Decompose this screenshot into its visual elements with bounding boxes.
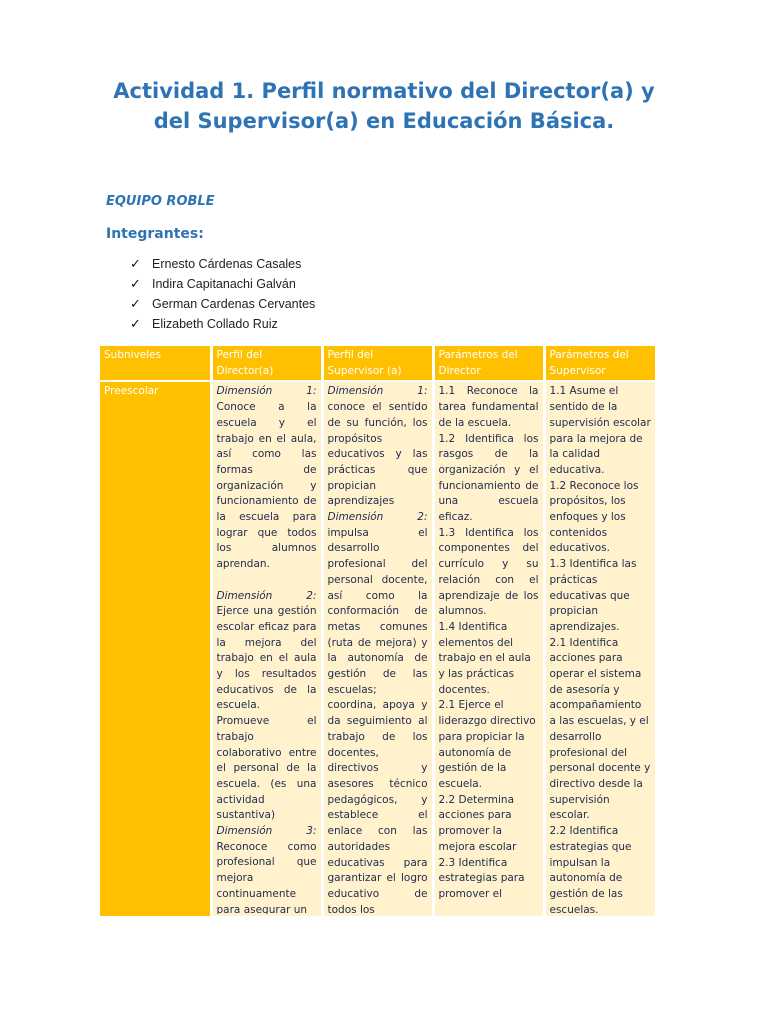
member-item — [130, 254, 315, 274]
checkmark-icon: ✓ — [130, 276, 141, 291]
dimension-label: Dimensión 2: — [216, 589, 317, 602]
member-name: Ernesto Cárdenas Casales — [152, 257, 302, 271]
parameter-item: 2.1 Ejerce el liderazgo directivo para propiciar la autonomía de gestión de la escuela. — [438, 699, 536, 790]
member-name: German Cardenas Cervantes — [152, 297, 316, 311]
parameter-item: 2.3 Identifica estrategias para promover el — [438, 856, 525, 900]
document-title: Actividad 1. Perfil normativo del Director(a) y del Supervisor(a) en Educación Básica. — [113, 79, 655, 133]
profiles-table — [100, 346, 655, 916]
checkmark-icon: ✓ — [130, 256, 141, 271]
dimension-label: Dimensión 1: — [216, 385, 317, 398]
parameter-item: 1.3 Identifica las prácticas educativas que propician aprendizajes. — [549, 558, 637, 633]
level-cell — [100, 381, 211, 916]
parameter-item: 1.2 Identifica los rasgos de la organización y el funcionamiento de una escuela eficaz. — [438, 432, 539, 524]
parameter-item: 2.2 Determina acciones para promover la mejora escolar — [438, 793, 517, 853]
director-profile-cell — [211, 381, 322, 916]
member-item — [130, 274, 315, 294]
parameter-item: 1.4 Identifica elementos del trabajo en el aula y las prácticas docentes. — [438, 620, 531, 696]
parameter-item: 2.1 Identifica acciones para operar el sistema de asesoría y acompañamiento a las escuelas, y el desarrollo profesional del personal docente y directivo desde la supervisión escolar. — [549, 636, 651, 822]
supervisor-params-cell — [544, 381, 655, 916]
checkmark-icon: ✓ — [130, 296, 141, 311]
parameter-item: 1.1 Reconoce la tarea fundamental de la escuela. — [438, 385, 539, 429]
member-item — [130, 294, 315, 314]
director-params-cell — [433, 381, 544, 916]
dimension-label: Dimensión 1: — [327, 385, 428, 398]
header-parametros-director: Parámetros del Director — [433, 346, 544, 381]
member-item — [130, 314, 315, 334]
level-label: Preescolar — [104, 385, 159, 398]
member-name: Indira Capitanachi Galván — [152, 277, 296, 291]
dimension-text: Reconoce como profesional que mejora continuamente para asegurar un — [216, 840, 317, 915]
member-name: Elizabeth Collado Ruiz — [152, 317, 278, 331]
header-perfil-director: Perfil del Director(a) — [211, 346, 322, 381]
dimension-text: conoce el sentido de su función, los propósitos educativos y las prácticas que propician aprendizajes — [327, 401, 428, 508]
header-perfil-supervisor: Perfil del Supervisor (a) — [322, 346, 433, 381]
dimension-text: Ejerce una gestión escolar eficaz para la mejora del trabajo en el aula y los resultados educativos de la escuela. — [216, 605, 317, 712]
members-list — [130, 254, 315, 334]
table-row — [100, 381, 655, 916]
parameter-item: 1.3 Identifica los componentes del currículo y su relación con el aprendizaje de los alumnos. — [438, 526, 539, 618]
table-header-row — [100, 346, 655, 381]
dimension-text: Conoce a la escuela y el trabajo en el aula, así como las formas de organización y funcionamiento de la escuela para lograr que todos los alumnos aprendan. — [216, 401, 317, 571]
header-parametros-supervisor: Parámetros del Supervisor — [544, 346, 655, 381]
parameter-item: 2.2 Identifica estrategias que impulsan la autonomía de gestión de las escuelas. — [549, 825, 632, 915]
parameter-item: 1.2 Reconoce los propósitos, los enfoques y los contenidos educativos. — [549, 479, 639, 555]
dimension-label: Dimensión 2: — [327, 511, 428, 524]
checkmark-icon: ✓ — [130, 316, 141, 331]
header-subniveles: Subniveles — [100, 346, 211, 381]
supervisor-profile-cell — [322, 381, 433, 916]
dimension-text: impulsa el desarrollo profesional del personal docente, así como la conformación de metas comunes (ruta de mejora) y la autonomía de gestión de las escuelas; coordina, apoya y da seguimiento al trabajo de los docentes, directivos y asesores técnico pedagógicos, y establece el enlace con las autoridades educativas para garantizar el logro educativo de todos los — [327, 526, 428, 915]
dimension-label: Dimensión 3: — [216, 825, 317, 838]
members-heading: Integrantes: — [106, 226, 204, 242]
team-name: EQUIPO ROBLE — [106, 194, 215, 209]
parameter-item: 1.1 Asume el sentido de la supervisión escolar para la mejora de la calidad educativa. — [549, 385, 651, 476]
dimension-text: Promueve el trabajo colaborativo entre el personal de la escuela. (es una actividad sustantiva) — [216, 715, 317, 822]
